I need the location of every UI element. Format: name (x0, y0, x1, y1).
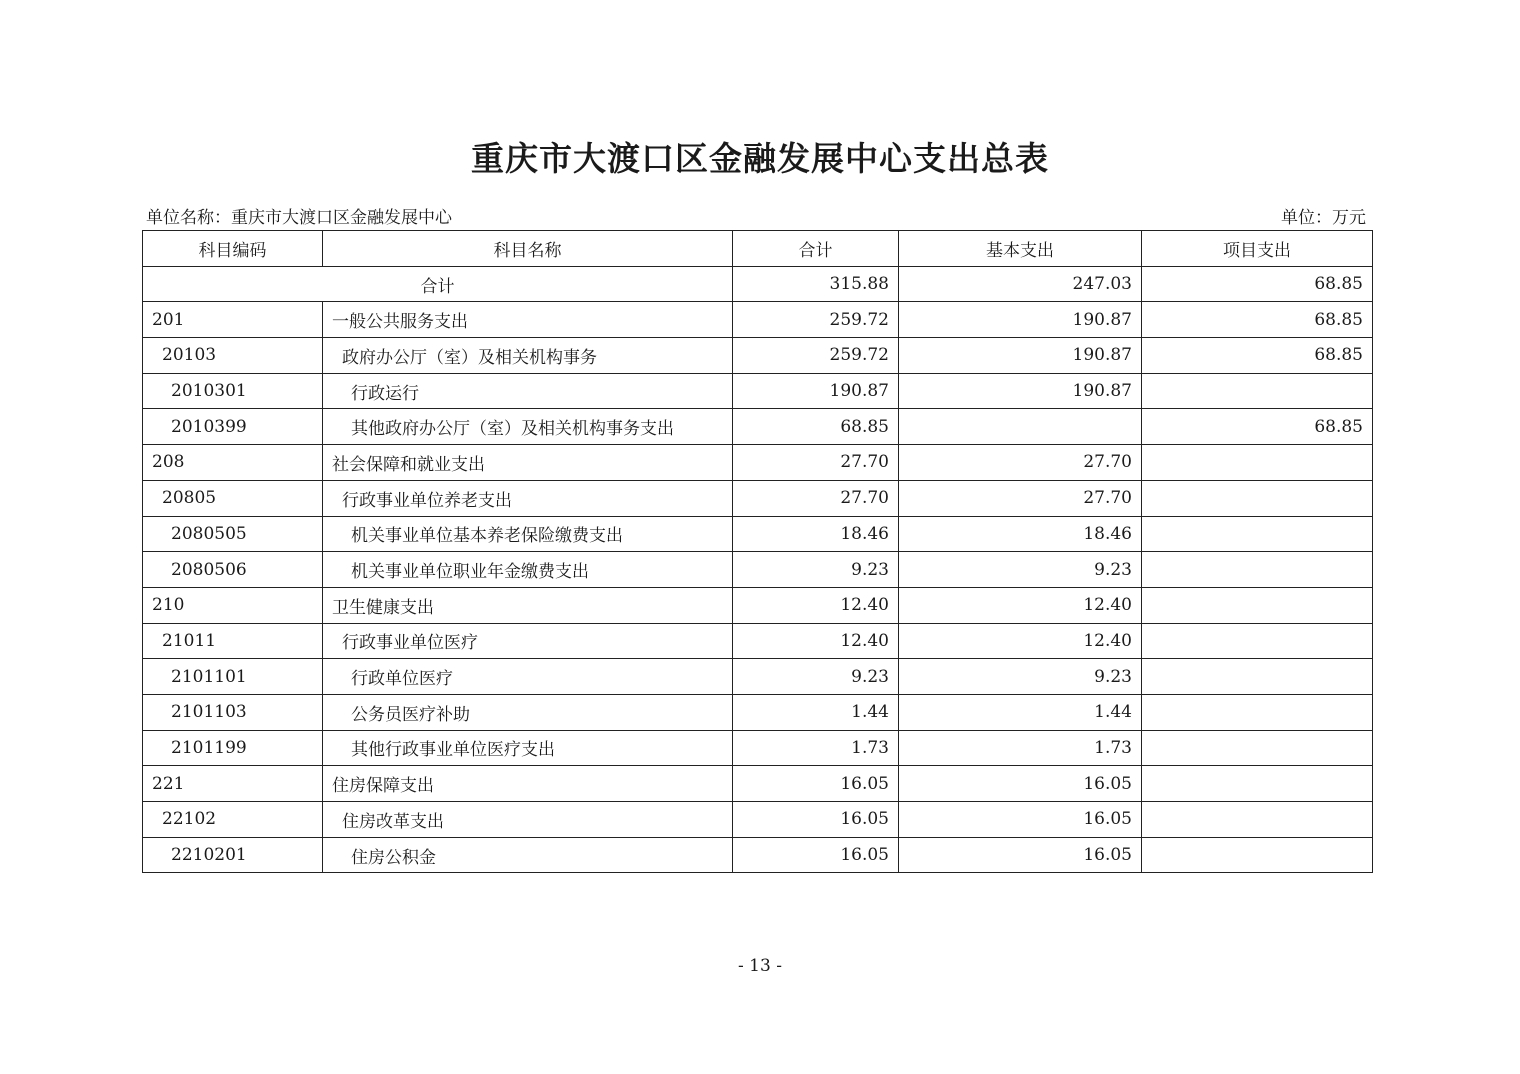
row-basic: 190.87 (899, 373, 1142, 409)
header-total: 合计 (733, 231, 899, 267)
row-name: 行政事业单位医疗 (323, 623, 733, 659)
row-basic: 190.87 (899, 302, 1142, 338)
row-name: 卫生健康支出 (323, 587, 733, 623)
row-project (1142, 766, 1373, 802)
row-project (1142, 552, 1373, 588)
row-total: 16.05 (733, 766, 899, 802)
row-code: 2101199 (143, 730, 323, 766)
row-total: 9.23 (733, 659, 899, 695)
unit-name-label: 单位名称：重庆市大渡口区金融发展中心 (146, 208, 452, 228)
row-name: 机关事业单位职业年金缴费支出 (323, 552, 733, 588)
row-total: 16.05 (733, 837, 899, 873)
table-row (143, 766, 1373, 802)
row-code: 20103 (143, 338, 323, 374)
total-row-label: 合计 (143, 266, 733, 302)
row-basic (899, 409, 1142, 445)
expenditure-table (142, 230, 1373, 873)
row-project (1142, 623, 1373, 659)
row-code: 2101101 (143, 659, 323, 695)
row-project (1142, 516, 1373, 552)
row-total: 12.40 (733, 623, 899, 659)
row-name: 住房保障支出 (323, 766, 733, 802)
row-project: 68.85 (1142, 409, 1373, 445)
row-total: 1.44 (733, 694, 899, 730)
total-row (143, 266, 1373, 302)
table-row (143, 552, 1373, 588)
table-row (143, 802, 1373, 838)
row-project (1142, 445, 1373, 481)
total-row-project: 68.85 (1142, 266, 1373, 302)
row-code: 208 (143, 445, 323, 481)
row-name: 政府办公厅（室）及相关机构事务 (323, 338, 733, 374)
row-basic: 27.70 (899, 480, 1142, 516)
row-name: 其他政府办公厅（室）及相关机构事务支出 (323, 409, 733, 445)
row-code: 2080505 (143, 516, 323, 552)
table-row (143, 730, 1373, 766)
row-code: 210 (143, 587, 323, 623)
row-basic: 1.44 (899, 694, 1142, 730)
row-name: 住房公积金 (323, 837, 733, 873)
table-row (143, 694, 1373, 730)
row-name: 一般公共服务支出 (323, 302, 733, 338)
row-total: 12.40 (733, 587, 899, 623)
total-row-basic: 247.03 (899, 266, 1142, 302)
row-project (1142, 373, 1373, 409)
row-total: 68.85 (733, 409, 899, 445)
row-code: 221 (143, 766, 323, 802)
row-project: 68.85 (1142, 302, 1373, 338)
header-name: 科目名称 (323, 231, 733, 267)
row-project (1142, 694, 1373, 730)
row-project (1142, 730, 1373, 766)
row-name: 公务员医疗补助 (323, 694, 733, 730)
row-basic: 9.23 (899, 552, 1142, 588)
row-total: 9.23 (733, 552, 899, 588)
row-total: 27.70 (733, 480, 899, 516)
table-row (143, 623, 1373, 659)
row-project (1142, 480, 1373, 516)
row-project (1142, 837, 1373, 873)
row-project (1142, 659, 1373, 695)
total-row-total: 315.88 (733, 266, 899, 302)
row-name: 行政单位医疗 (323, 659, 733, 695)
row-basic: 16.05 (899, 802, 1142, 838)
table-row (143, 338, 1373, 374)
row-basic: 9.23 (899, 659, 1142, 695)
table-row (143, 445, 1373, 481)
row-total: 190.87 (733, 373, 899, 409)
row-code: 2010399 (143, 409, 323, 445)
table-row (143, 480, 1373, 516)
row-basic: 16.05 (899, 766, 1142, 802)
row-name: 住房改革支出 (323, 802, 733, 838)
page-number: - 13 - (738, 956, 782, 976)
row-name: 行政事业单位养老支出 (323, 480, 733, 516)
unit-label: 单位：万元 (1281, 208, 1366, 228)
row-total: 259.72 (733, 302, 899, 338)
row-name: 其他行政事业单位医疗支出 (323, 730, 733, 766)
header-project: 项目支出 (1142, 231, 1373, 267)
row-code: 2010301 (143, 373, 323, 409)
row-project (1142, 587, 1373, 623)
row-basic: 190.87 (899, 338, 1142, 374)
table-row (143, 659, 1373, 695)
row-total: 1.73 (733, 730, 899, 766)
page-title: 重庆市大渡口区金融发展中心支出总表 (471, 139, 1049, 178)
table-row (143, 516, 1373, 552)
table-row (143, 302, 1373, 338)
row-project: 68.85 (1142, 338, 1373, 374)
row-name: 社会保障和就业支出 (323, 445, 733, 481)
row-code: 21011 (143, 623, 323, 659)
table-row (143, 587, 1373, 623)
row-basic: 18.46 (899, 516, 1142, 552)
row-total: 259.72 (733, 338, 899, 374)
row-code: 201 (143, 302, 323, 338)
row-basic: 27.70 (899, 445, 1142, 481)
row-name: 机关事业单位基本养老保险缴费支出 (323, 516, 733, 552)
row-code: 22102 (143, 802, 323, 838)
row-code: 2210201 (143, 837, 323, 873)
table-header-row (143, 231, 1373, 267)
row-total: 27.70 (733, 445, 899, 481)
row-code: 2080506 (143, 552, 323, 588)
row-project (1142, 802, 1373, 838)
table-row (143, 837, 1373, 873)
row-basic: 12.40 (899, 587, 1142, 623)
row-code: 2101103 (143, 694, 323, 730)
row-basic: 16.05 (899, 837, 1142, 873)
header-code: 科目编码 (143, 231, 323, 267)
row-basic: 1.73 (899, 730, 1142, 766)
row-basic: 12.40 (899, 623, 1142, 659)
row-total: 16.05 (733, 802, 899, 838)
row-name: 行政运行 (323, 373, 733, 409)
table-row (143, 409, 1373, 445)
table-row (143, 373, 1373, 409)
header-basic: 基本支出 (899, 231, 1142, 267)
row-total: 18.46 (733, 516, 899, 552)
row-code: 20805 (143, 480, 323, 516)
